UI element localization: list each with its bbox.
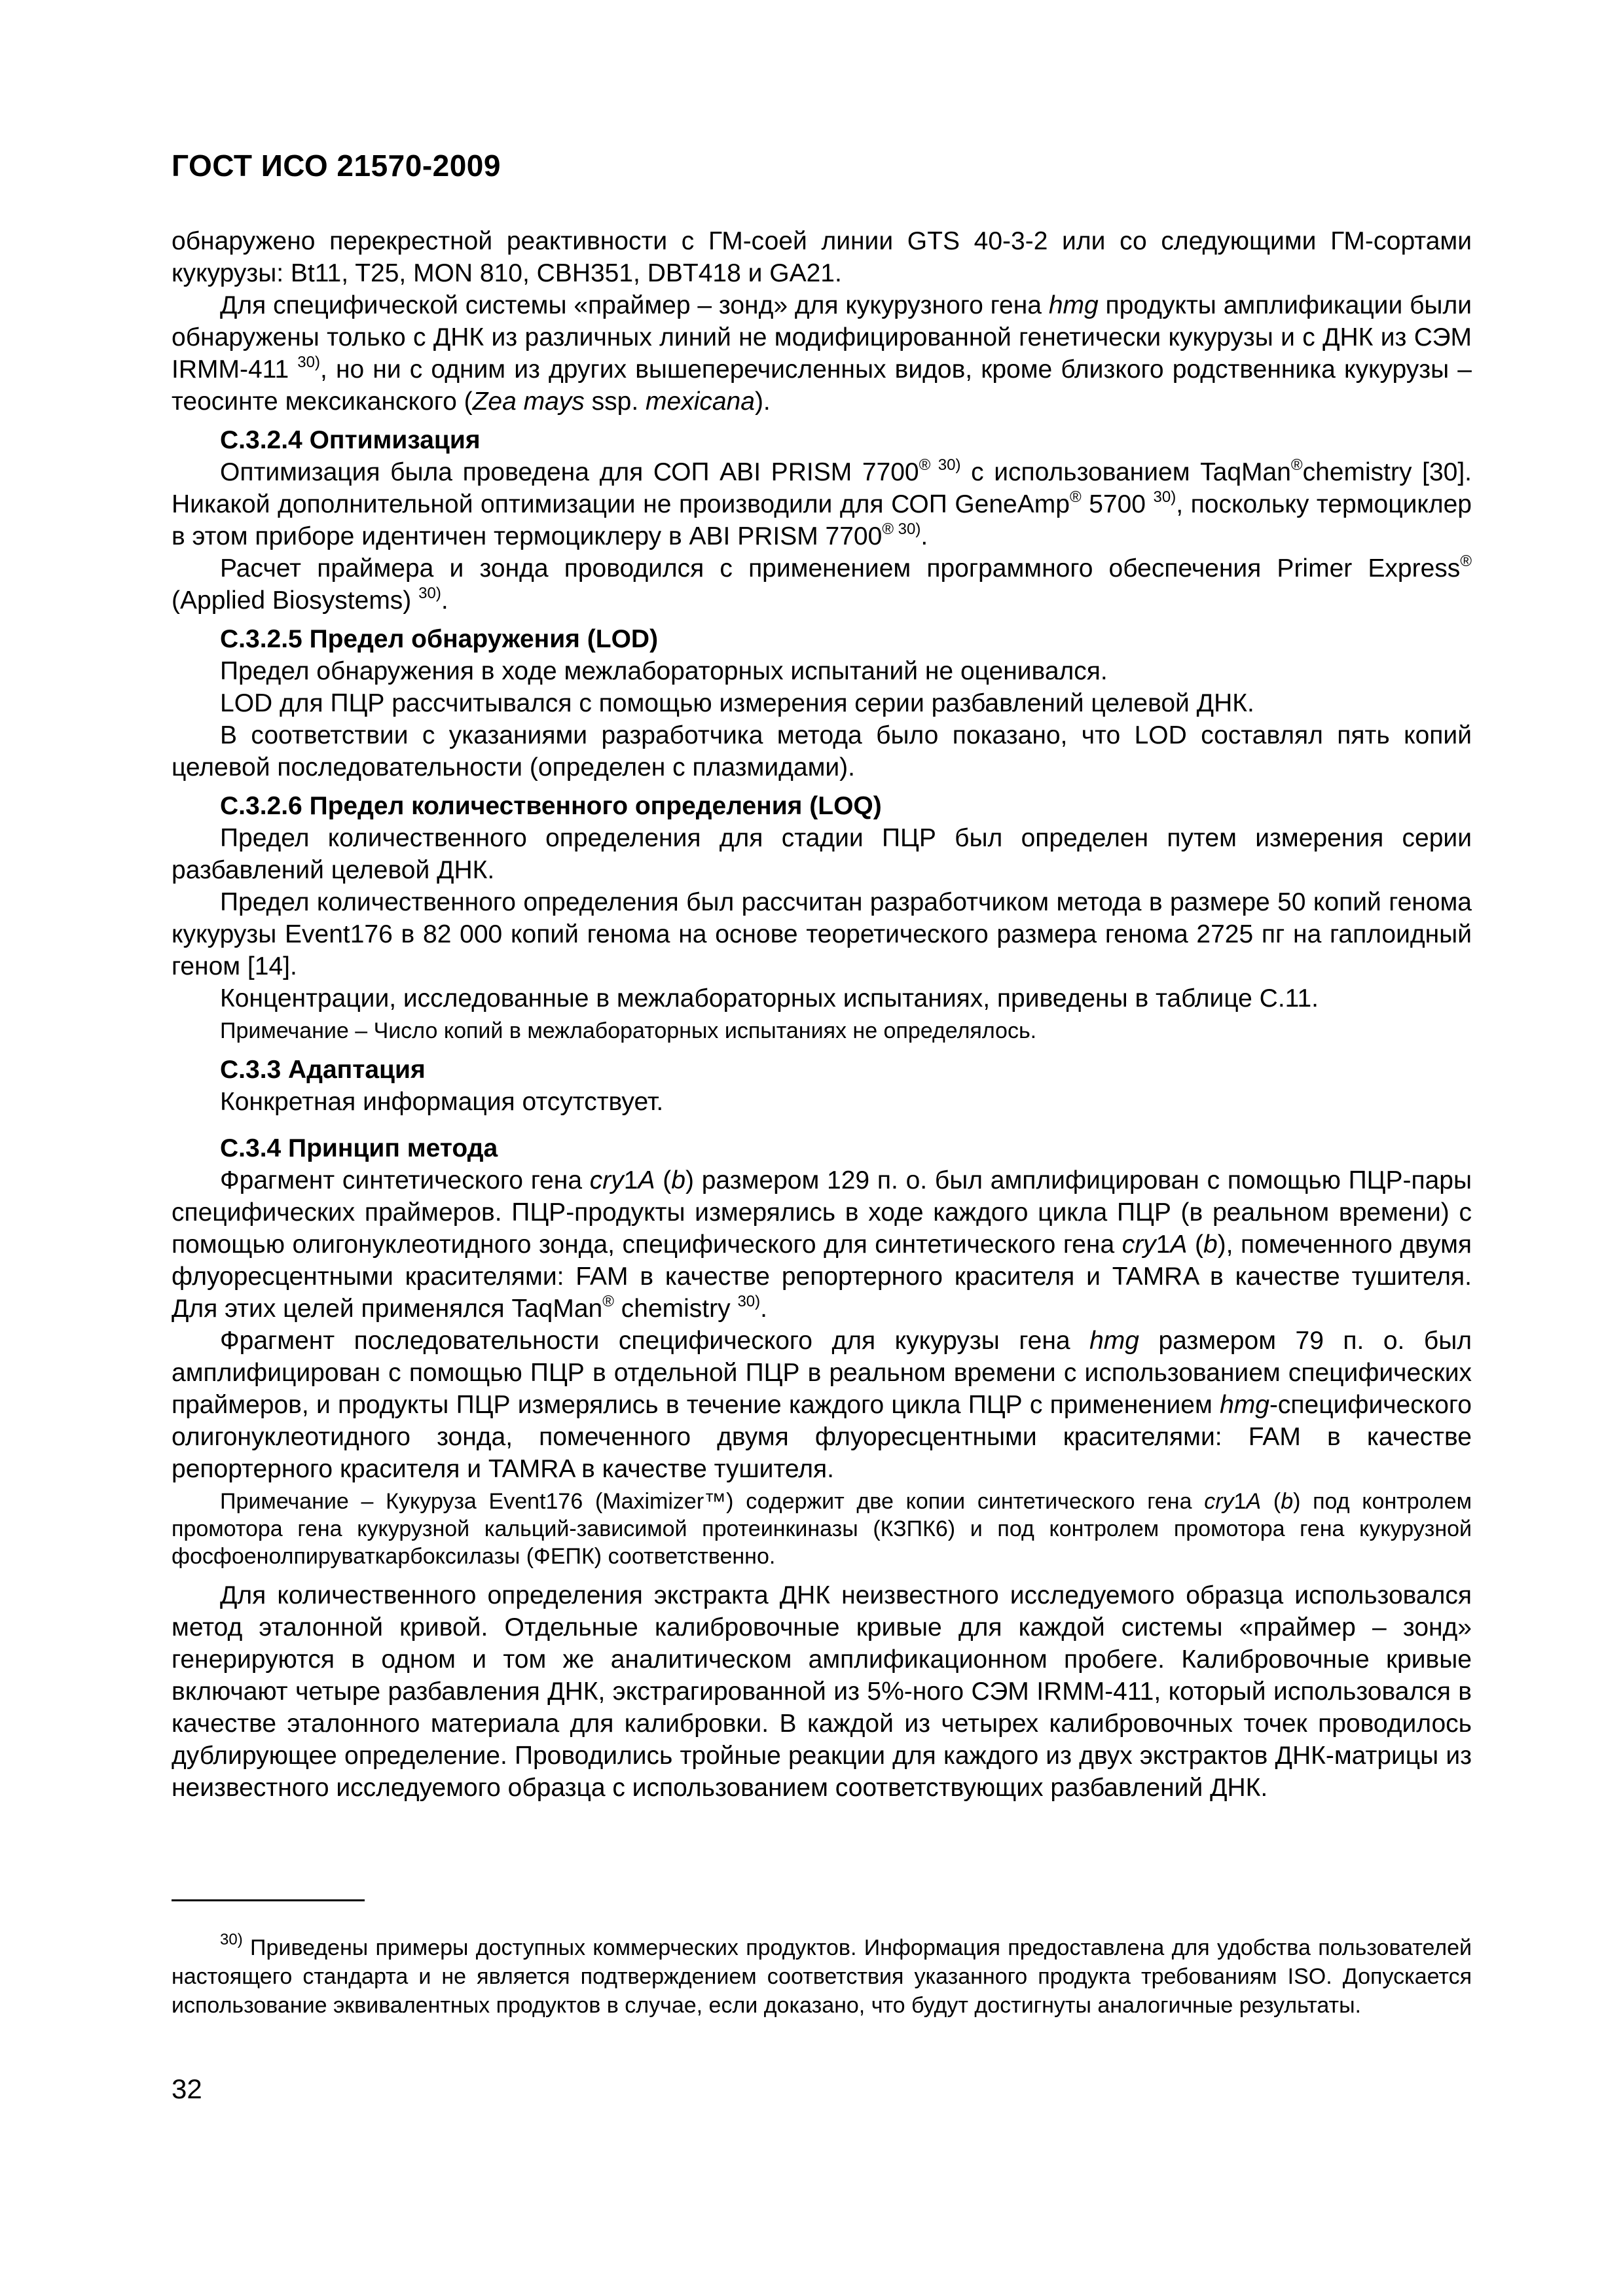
section-heading-lod: С.3.2.5 Предел обнаружения (LOD) [220, 625, 659, 653]
section-heading-optimization: С.3.2.4 Оптимизация [220, 426, 481, 454]
paragraph: Предел обнаружения в ходе межлабораторных испытаний не оценивался. [220, 657, 1108, 685]
paragraph: обнаружено перекрестной реактивности с ГМ-соей линии GTS 40-3-2 или со следующими ГМ-сортами кукурузы: Bt11, T25, MON 810, CBH351, DBT418 и GA21. [172, 227, 1472, 287]
paragraph: Для количественного определения экстракта ДНК неизвестного исследуемого образца использовался метод эталонной кривой. Отдельные калибровочные кривые для каждой системы «праймер – зонд» генерируются в одном и том же аналитическом амплификационном пробеге. Калибровочные кривые включают четыре разбавления ДНК, экстрагированной из 5%-ного СЭМ IRMM-411, который использовался в качестве эталонного материала для калибровки. В каждой из четырех калибровочных точек проводилось дублирующее определение. Проводились тройные реакции для каждого из двух экстрактов ДНК-матрицы из неизвестного исследуемого образца с использованием соответствующих разбавлений ДНК. [172, 1581, 1472, 1802]
standard-header: ГОСТ ИСО 21570-2009 [172, 149, 501, 183]
paragraph: Фрагмент последовательности специфического для кукурузы гена hmg размером 79 п. о. был амплифицирован с помощью ПЦР в отдельной ПЦР в реальном времени с использованием специфических праймеров, и продукты ПЦР измерялись в течение каждого цикла ПЦР с применением hmg-специфического олигонуклеотидного зонда, помеченного двумя флуоресцентными красителями: FAM в качестве репортерного красителя и TAMRA в качестве тушителя. [172, 1327, 1472, 1483]
paragraph: Предел количественного определения для стадии ПЦР был определен путем измерения серии разбавлений целевой ДНК. [172, 824, 1472, 884]
main-content [172, 225, 1472, 1804]
note: Примечание – Число копий в межлабораторных испытаниях не определялось. [220, 1018, 1037, 1043]
paragraph: Расчет праймера и зонда проводился с применением программного обеспечения Primer Express® (Applied Biosystems) $^{30)}$. [172, 552, 1472, 615]
paragraph: Концентрации, исследованные в межлабораторных испытаниях, приведены в таблице С.11. [220, 984, 1319, 1013]
paragraph: Предел количественного определения был рассчитан разработчиком метода в размере 50 копий генома кукурузы Event176 в 82 000 копий генома на основе теоретического размера генома 2725 пг на гаплоидный геном [14]. [172, 888, 1472, 980]
page-number: 32 [172, 2073, 202, 2104]
footnote-divider [172, 1899, 365, 1901]
paragraph: Для специфической системы «праймер – зонд» для кукурузного гена hmg продукты амплификации были обнаружены только с ДНК из различных линий не модифицированной генетически кукурузы и с ДНК из СЭМ IRMM-411 $^{30)}$, но ни с одним из других вышеперечисленных видов, кроме близкого родственника кукурузы – теосинте мексиканского (Zea mays ssp. mexicana). [172, 291, 1472, 416]
section-heading-loq: С.3.2.6 Предел количественного определения (LOQ) [220, 792, 882, 820]
section-heading-adaptation: С.3.3 Адаптация [220, 1056, 426, 1084]
paragraph: LOD для ПЦР рассчитывался с помощью измерения серии разбавлений целевой ДНК. [220, 689, 1254, 717]
footnote-ref: 30) [297, 353, 320, 371]
footnote-marker: 30) [220, 1931, 243, 1948]
paragraph: В соответствии с указаниями разработчика метода было показано, что LOD составлял пять копий целевой последовательности (определен с плазмидами). [172, 721, 1472, 781]
paragraph: Оптимизация была проведена для СОП ABI PRISM $7700^{® 30)}$ с использованием TaqMan®chemistry [30]. Никакой дополнительной оптимизации не производили для СОП GeneAmp® 5700 $^{30)}$, поскольку термоциклер в этом приборе идентичен термоциклеру в ABI PRISM $7700^{® 30)}$. [172, 456, 1472, 550]
section-heading-principle: С.3.4 Принцип метода [220, 1134, 498, 1162]
paragraph: Конкретная информация отсутствует. [220, 1088, 664, 1116]
footnote: $^{30)}$ Приведены примеры доступных коммерческих продуктов. Информация предоставлена для удобства пользователей настоящего стандарта и не является подтверждением соответствия указанного продукта требованиям ISO. Допускается использование эквивалентных продуктов в случае, если доказано, что будут достигнуты аналогичные результаты. [172, 1931, 1472, 2018]
paragraph: Фрагмент синтетического гена cry1A (b) размером 129 п. о. был амплифицирован с помощью ПЦР-пары специфических праймеров. ПЦР-продукты измерялись в ходе каждого цикла ПЦР (в реальном времени) с помощью олигонуклеотидного зонда, специфического для синтетического гена cry1A (b), помеченного двумя флуоресцентными красителями: FAM в качестве репортерного красителя и TAMRA в качестве тушителя. Для этих целей применялся TaqMan® chemistry $^{30)}$. [172, 1166, 1472, 1323]
note: Примечание – Кукуруза Event176 (Maximizer™) содержит две копии синтетического гена cry1A (b) под контролем промотора гена кукурузной кальций-зависимой протеинкиназы (КЗПК6) и под контролем промотора гена кукурузной фосфоенолпируваткарбоксилазы (ФЕПК) соответственно. [172, 1489, 1472, 1569]
